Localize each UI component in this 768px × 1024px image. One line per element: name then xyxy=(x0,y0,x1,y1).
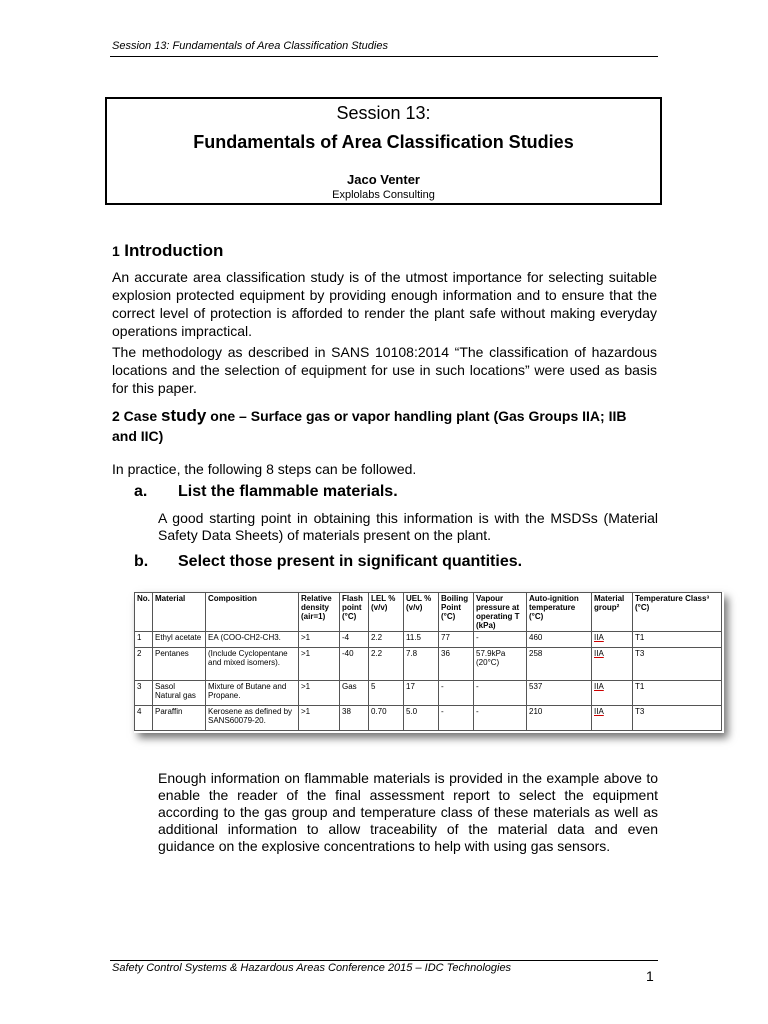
materials-table xyxy=(134,592,722,731)
section-2-heading-b: study xyxy=(161,406,207,425)
table-cell: Kerosene as defined by SANS60079-20. xyxy=(206,706,299,731)
table-cell: 4 xyxy=(135,706,153,731)
session-label: Session 13: xyxy=(336,103,431,123)
intro-paragraph-2: The methodology as described in SANS 10108:2014 “The classification of hazardous locations and the selection of equipment for use in such locations” were used as basis for this paper. xyxy=(112,344,657,396)
table-cell: IIA xyxy=(592,681,633,706)
table-row xyxy=(135,648,722,681)
section-2-heading-c: one – Surface gas or vapor handling plant (Gas Groups IIA; IIB and IIC) xyxy=(112,408,627,444)
table-cell: T1 xyxy=(633,632,722,648)
table-row xyxy=(135,632,722,648)
table-header-cell: Material group² xyxy=(592,593,633,632)
author-organization: Explolabs Consulting xyxy=(332,189,435,201)
table-header-cell: Temperature Class³ (°C) xyxy=(633,593,722,632)
table-header-cell: No. xyxy=(135,593,153,632)
table-cell: - xyxy=(474,681,527,706)
table-cell: 2.2 xyxy=(369,632,404,648)
table-cell: -40 xyxy=(340,648,369,681)
table-cell: 11.5 xyxy=(404,632,439,648)
table-header-cell: Material xyxy=(153,593,206,632)
table-cell: 57.9kPa (20°C) xyxy=(474,648,527,681)
table-row xyxy=(135,706,722,731)
table-cell: Gas xyxy=(340,681,369,706)
table-cell: Paraffin xyxy=(153,706,206,731)
list-item-b-label: b. xyxy=(134,553,149,570)
table-cell: >1 xyxy=(299,632,340,648)
table-cell: 537 xyxy=(527,681,592,706)
header-rule xyxy=(110,56,658,57)
section-1-heading xyxy=(112,241,223,261)
table-cell: 38 xyxy=(340,706,369,731)
table-cell: 1 xyxy=(135,632,153,648)
table-cell: 0.70 xyxy=(369,706,404,731)
table-header-row xyxy=(135,593,722,632)
table-header-cell: Relative density (air=1) xyxy=(299,593,340,632)
section-2-heading-a: 2 Case xyxy=(112,408,162,424)
table-cell: EA (COO-CH2-CH3. xyxy=(206,632,299,648)
table-cell: IIA xyxy=(592,632,633,648)
table-cell: 258 xyxy=(527,648,592,681)
table-cell: (Include Cyclopentane and mixed isomers). xyxy=(206,648,299,681)
table-cell: IIA xyxy=(592,648,633,681)
table-header-cell: LEL % (v/v) xyxy=(369,593,404,632)
title-box xyxy=(105,97,662,205)
running-header: Session 13: Fundamentals of Area Classification Studies xyxy=(112,40,388,52)
footer-text: Safety Control Systems & Hazardous Areas Conference 2015 – IDC Technologies xyxy=(112,962,512,974)
table-cell: - xyxy=(474,706,527,731)
section-2-heading xyxy=(112,406,632,446)
table-cell: 210 xyxy=(527,706,592,731)
list-item-b-title: Select those present in significant quantities. xyxy=(178,553,523,570)
table-cell: 77 xyxy=(439,632,474,648)
table-cell: Sasol Natural gas xyxy=(153,681,206,706)
table-cell: 36 xyxy=(439,648,474,681)
list-item-b xyxy=(134,553,522,571)
table-cell: T1 xyxy=(633,681,722,706)
closing-paragraph: Enough information on flammable materials is provided in the example above to enable the reader of the final assessment report to select the equipment according to the gas group and temperature class of these materials as well as additional information to allow traceability of the material data and even guidance on the explosive concentrations to help with using gas sensors. xyxy=(158,770,658,854)
table-cell: IIA xyxy=(592,706,633,731)
table-cell: -4 xyxy=(340,632,369,648)
list-item-a xyxy=(134,483,398,501)
author-name: Jaco Venter xyxy=(347,172,420,187)
list-item-a-label: a. xyxy=(134,483,148,500)
footer-rule xyxy=(110,960,658,961)
page-title: Fundamentals of Area Classification Studies xyxy=(193,132,574,152)
page-number: 1 xyxy=(646,968,654,984)
intro-paragraph-1: An accurate area classification study is of the utmost importance for selecting suitable explosion protected equipment by providing enough information and to ensure that the correct level of protection is afforded to render the plant safe without making everyday operations impractical. xyxy=(112,269,657,339)
table-header-cell: Vapour pressure at operating T (kPa) xyxy=(474,593,527,632)
table-cell: 460 xyxy=(527,632,592,648)
steps-intro: In practice, the following 8 steps can be followed. xyxy=(112,461,417,477)
table-header-cell: UEL % (v/v) xyxy=(404,593,439,632)
table-cell: 2.2 xyxy=(369,648,404,681)
table-cell: Mixture of Butane and Propane. xyxy=(206,681,299,706)
table-cell: - xyxy=(439,681,474,706)
list-item-a-body: A good starting point in obtaining this information is with the MSDSs (Material Safety Data Sheets) of materials present on the plant. xyxy=(158,510,658,543)
table-cell: >1 xyxy=(299,648,340,681)
table-header-cell: Auto-ignition temperature (°C) xyxy=(527,593,592,632)
table-cell: 3 xyxy=(135,681,153,706)
table-header-cell: Boiling Point (°C) xyxy=(439,593,474,632)
table-cell: - xyxy=(474,632,527,648)
table-cell: 17 xyxy=(404,681,439,706)
table-cell: Ethyl acetate xyxy=(153,632,206,648)
table-cell: >1 xyxy=(299,706,340,731)
table-row xyxy=(135,681,722,706)
table-cell: T3 xyxy=(633,706,722,731)
table-cell: 5.0 xyxy=(404,706,439,731)
table-header-cell: Composition xyxy=(206,593,299,632)
section-1-number: 1 xyxy=(112,243,120,259)
table-cell: 2 xyxy=(135,648,153,681)
list-item-a-title: List the flammable materials. xyxy=(178,483,398,500)
table-cell: 7.8 xyxy=(404,648,439,681)
section-1-title: Introduction xyxy=(124,241,224,260)
materials-table-figure xyxy=(134,592,724,733)
table-cell: >1 xyxy=(299,681,340,706)
table-cell: 5 xyxy=(369,681,404,706)
table-cell: Pentanes xyxy=(153,648,206,681)
table-header-cell: Flash point (°C) xyxy=(340,593,369,632)
table-cell: T3 xyxy=(633,648,722,681)
table-cell: - xyxy=(439,706,474,731)
